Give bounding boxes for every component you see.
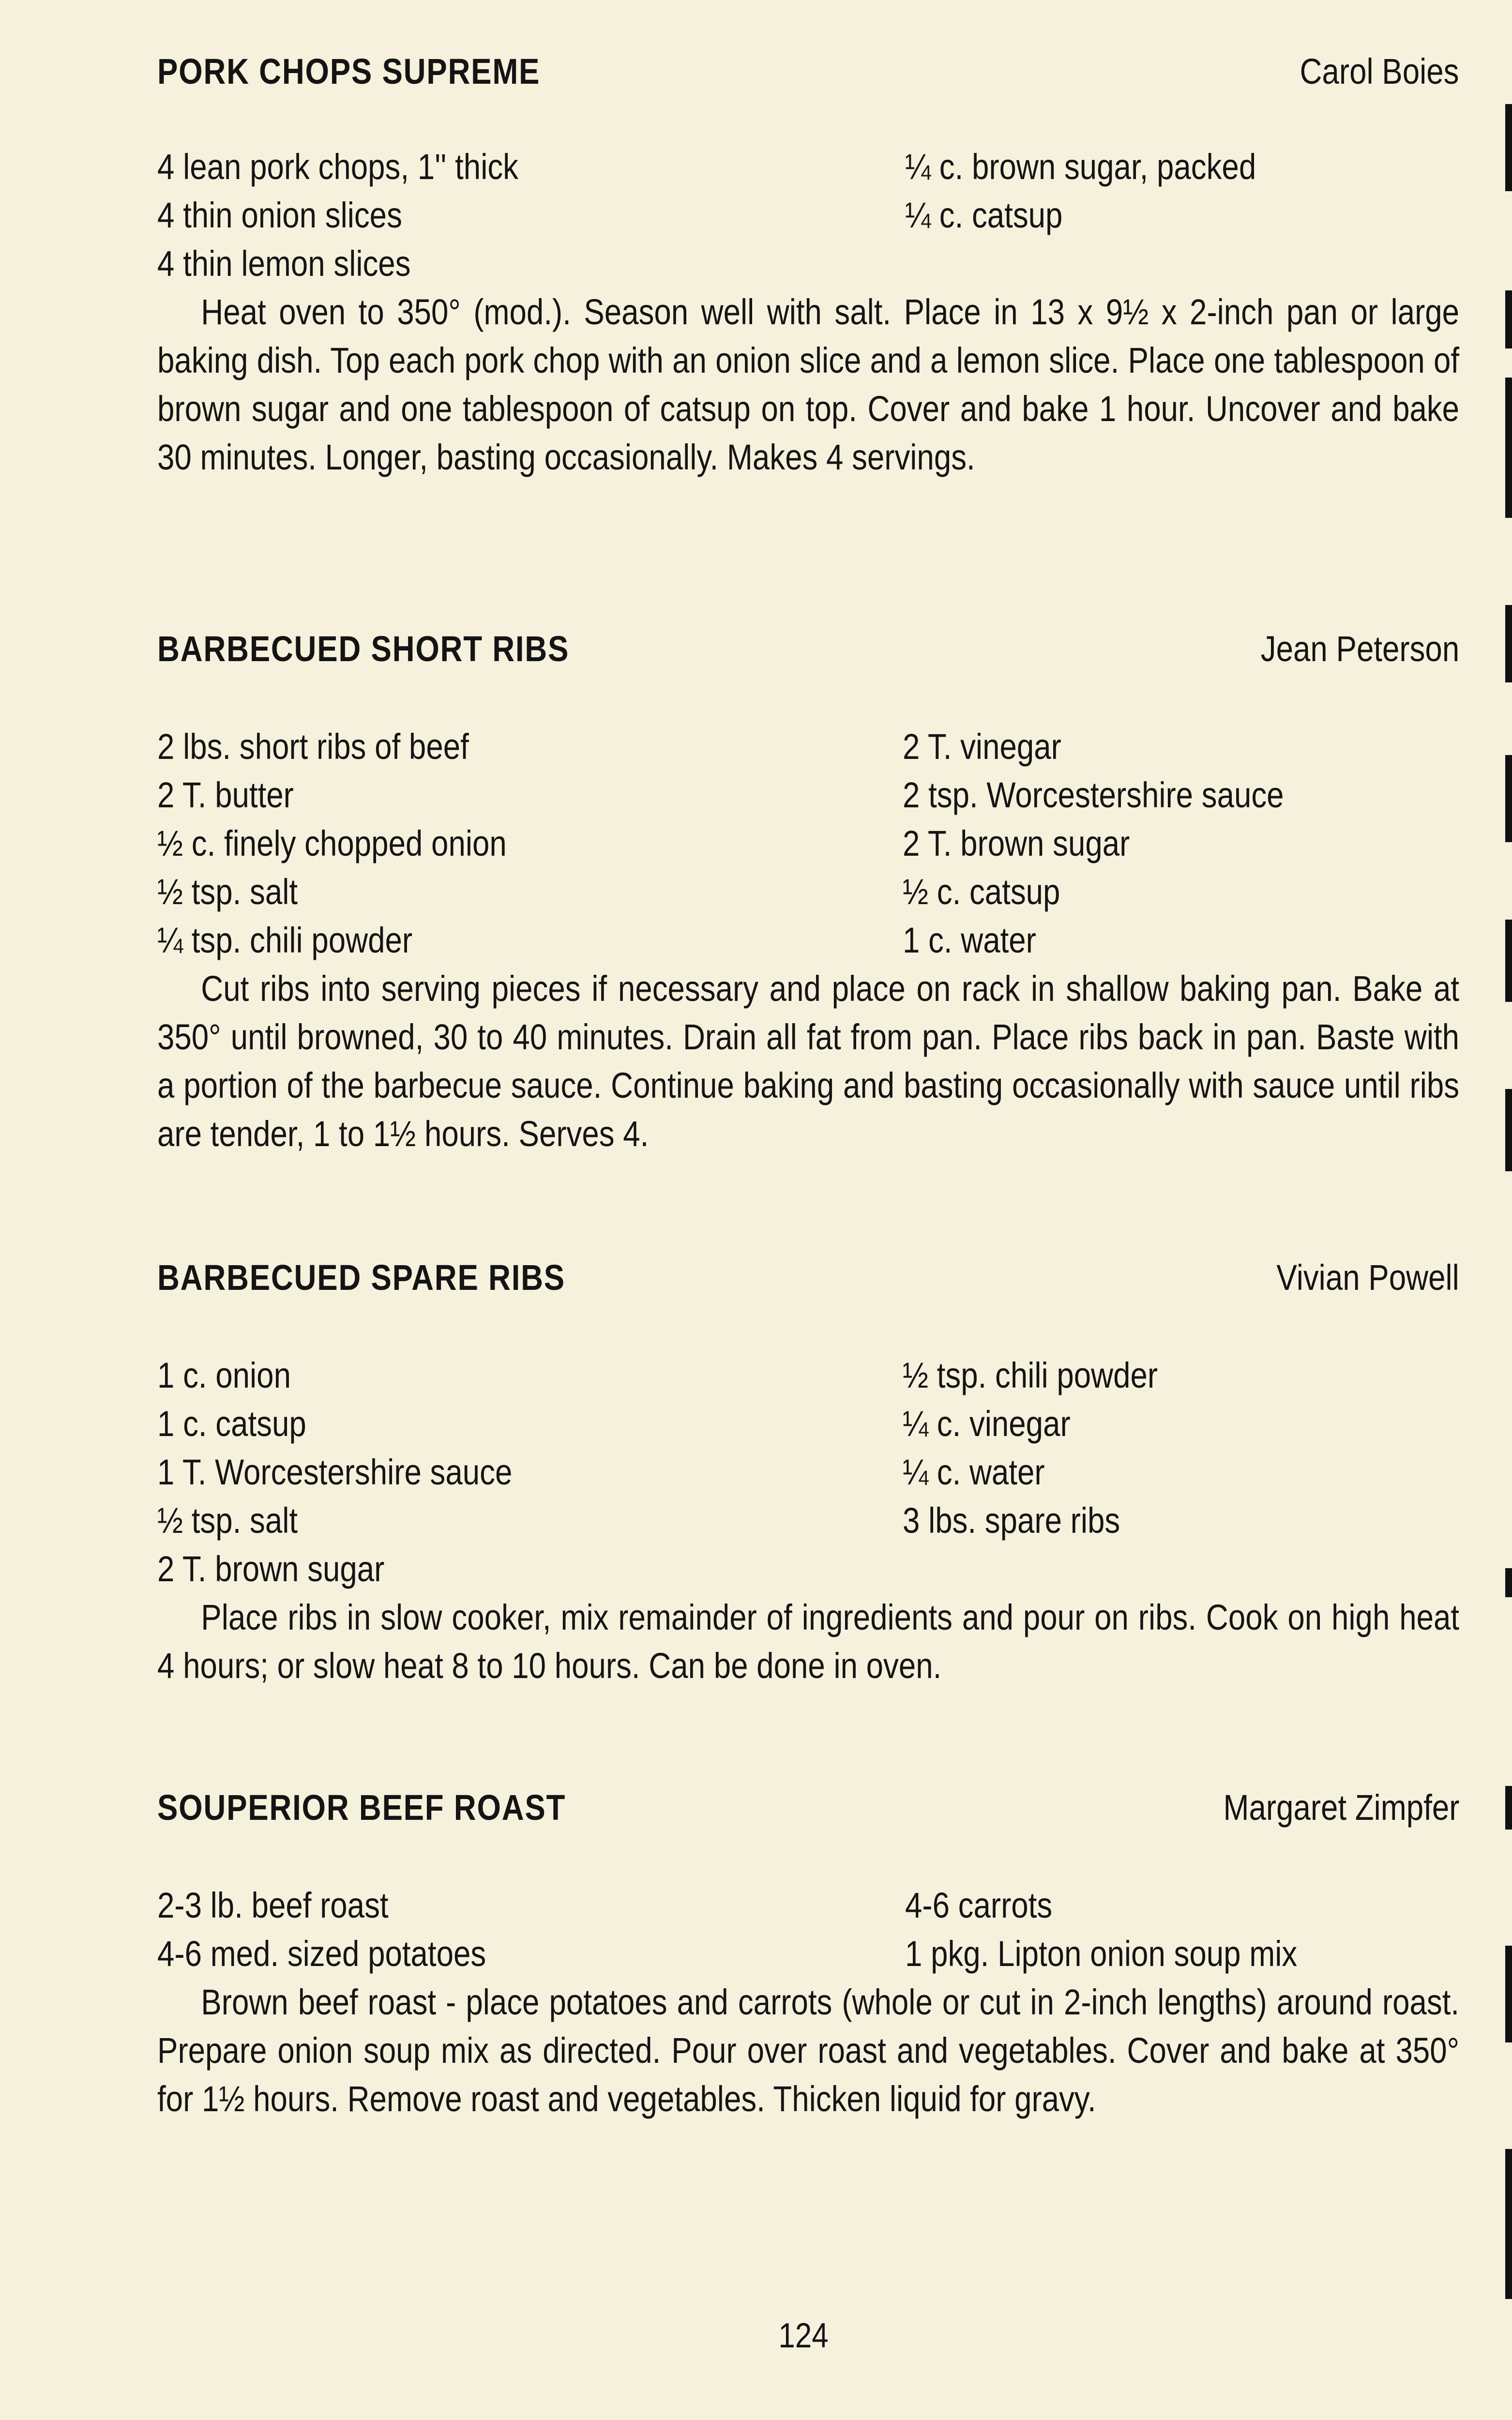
ingredient: ¼ tsp. chili powder <box>157 920 413 960</box>
ingredient: ¼ c. water <box>903 1452 1045 1492</box>
ingredient: 2-3 lb. beef roast <box>157 1885 389 1925</box>
recipe-header <box>157 51 1459 104</box>
ingredient: ½ tsp. salt <box>157 872 298 912</box>
ingredient: ½ tsp. salt <box>157 1500 298 1541</box>
ingredient-column-left <box>157 1351 570 1593</box>
edge-mark <box>1505 290 1512 348</box>
ingredient: 2 tsp. Worcestershire sauce <box>903 775 1284 815</box>
recipe-title: SOUPERIOR BEEF ROAST <box>157 1787 566 1828</box>
ingredient: ¼ c. brown sugar, packed <box>905 147 1256 187</box>
ingredient-column-left <box>157 143 577 288</box>
ingredient: ½ c. finely chopped onion <box>157 823 507 863</box>
recipe-directions: Heat oven to 350° (mod.). Season well with salt. Place in 13 x 9½ x 2-inch pan or large baking dish. Top each pork chop with an onion slice and a lemon slice. Place one tablespoon of brown sugar and one tablespoon of catsup on top. Cover and bake 1 hour. Uncover and bake 30 minutes. Longer, basting occasionally. Makes 4 servings. <box>157 292 1460 477</box>
recipe-souperior-beef-roast <box>157 1787 1460 2119</box>
edge-mark <box>1505 2149 1512 2299</box>
recipe-author: Vivian Powell <box>1276 1257 1459 1298</box>
ingredient: 1 c. catsup <box>157 1404 306 1444</box>
recipe-barbecued-short-ribs <box>157 628 1460 1154</box>
ingredient: 4 thin onion slices <box>157 195 402 235</box>
ingredient: 2 T. brown sugar <box>903 823 1130 863</box>
ingredient: 4 lean pork chops, 1'' thick <box>157 147 518 187</box>
ingredient-column-left <box>157 723 563 965</box>
edge-mark <box>1505 1786 1512 1830</box>
recipe-directions: Cut ribs into serving pieces if necessary and place on rack in shallow baking pan. Bake at 350° until browned, 30 to 40 minutes. Drain all fat from pan. Place ribs back in pan. Baste with a portion of the barbecue sauce. Continue baking and basting occasionally with sauce until ribs are tender, 1 to 1½ hours. Serves 4. <box>157 968 1460 1154</box>
recipe-author: Margaret Zimpfer <box>1223 1787 1459 1828</box>
ingredient-column-right <box>905 143 1313 240</box>
edge-mark <box>1505 378 1512 436</box>
ingredient: 2 T. vinegar <box>903 726 1061 767</box>
ingredient: ½ tsp. chili powder <box>903 1355 1158 1395</box>
recipe-directions: Brown beef roast - place potatoes and carrots (whole or cut in 2-inch lengths) around roast. Prepare onion soup mix as directed. Pour over roast and vegetables. Cover and bake at 350° for 1½ hours. Remove roast and vegetables. Thicken liquid for gravy. <box>157 1982 1460 2119</box>
recipe-directions: Place ribs in slow cooker, mix remainder of ingredients and pour on ribs. Cook on high heat 4 hours; or slow heat 8 to 10 hours. Can be done in oven. <box>157 1597 1460 1686</box>
ingredient: 1 c. water <box>903 920 1036 960</box>
ingredient: 2 T. butter <box>157 775 294 815</box>
recipe-header <box>157 628 1459 681</box>
recipe-title: BARBECUED SHORT RIBS <box>157 629 570 669</box>
ingredient-column-left <box>157 1881 540 1978</box>
ingredient-column-right <box>903 723 1346 965</box>
ingredient: 1 pkg. Lipton onion soup mix <box>905 1934 1298 1974</box>
recipe-author: Jean Peterson <box>1260 629 1459 669</box>
ingredient: 2 lbs. short ribs of beef <box>157 726 469 767</box>
ingredient: 4-6 carrots <box>905 1885 1053 1925</box>
ingredient: 1 T. Worcestershire sauce <box>157 1452 513 1492</box>
recipe-barbecued-spare-ribs <box>157 1257 1460 1686</box>
edge-mark <box>1505 755 1512 842</box>
ingredient: 3 lbs. spare ribs <box>903 1500 1120 1541</box>
recipe-title: BARBECUED SPARE RIBS <box>157 1257 565 1298</box>
page-number: 124 <box>778 2316 829 2355</box>
edge-mark <box>1505 920 1512 1002</box>
edge-mark <box>1505 436 1512 518</box>
recipe-title: PORK CHOPS SUPREME <box>157 51 541 91</box>
ingredient: ½ c. catsup <box>903 872 1060 912</box>
recipe-author: Carol Boies <box>1300 51 1459 91</box>
ingredient-column-right <box>903 1351 1199 1545</box>
ingredient: 4-6 med. sized potatoes <box>157 1934 486 1974</box>
ingredient: 4 thin lemon slices <box>157 243 411 284</box>
edge-mark <box>1505 1568 1512 1597</box>
edge-mark <box>1505 104 1512 191</box>
edge-mark <box>1505 605 1512 682</box>
recipe-pork-chops-supreme <box>157 51 1460 477</box>
recipe-header <box>157 1787 1459 1840</box>
ingredient: ¼ c. vinegar <box>903 1404 1071 1444</box>
ingredient: 1 c. onion <box>157 1355 291 1395</box>
edge-mark <box>1505 1089 1512 1171</box>
ingredient: ¼ c. catsup <box>905 195 1063 235</box>
ingredient-column-right <box>905 1881 1361 1978</box>
edge-mark <box>1505 1946 1512 2042</box>
recipe-header <box>157 1257 1459 1310</box>
ingredient: 2 T. brown sugar <box>157 1549 385 1589</box>
